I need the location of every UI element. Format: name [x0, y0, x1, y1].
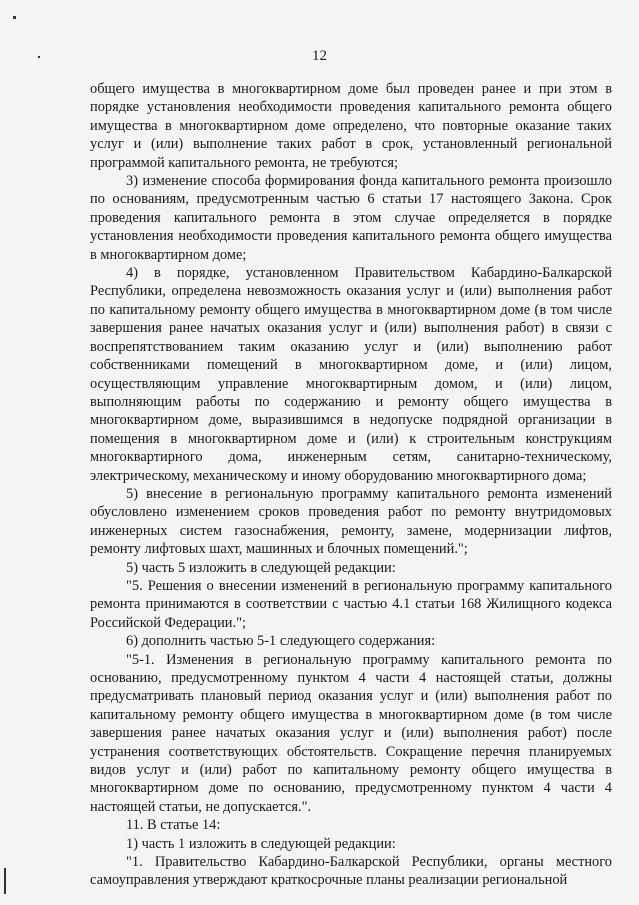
- paragraph: "5-1. Изменения в региональную программу капитального ремонта по основанию, предусмотренному пунктом 4 части 4 настоящей статьи, должны предусматривать плановый период оказания услуг и (или) выполнения работ по капитальному ремонту общего имущества в многоквартирном доме (в том числе завершения ранее начатых оказания услуг и (или) выполнения работ) после устранения соответствующих обстоятельств. Сокращение перечня планируемых видов услуг и (или) работ по капитальному ремонту общего имущества в многоквартирном доме по основанию, предусмотренному пунктом 4 части 4 настоящей статьи, не допускается.".: [90, 651, 612, 815]
- paragraph: 1) часть 1 изложить в следующей редакции:: [126, 835, 396, 852]
- paragraph: 5) внесение в региональную программу капитального ремонта изменений обусловлено изменением сроков проведения работ по ремонту внутридомовых инженерных систем газоснабжения, ремонту, замене, модернизации лифтов, ремонту лифтовых шахт, машинных и блочных помещений.";: [90, 485, 612, 558]
- page-number: 12: [312, 48, 327, 64]
- paragraph: 3) изменение способа формирования фонда капитального ремонта произошло по основаниям, предусмотренным частью 6 статьи 17 настоящего Закона. Срок проведения капитального ремонта в этом случае определяется в порядке установления необходимости проведения капитального ремонта общего имущества в многоквартирном доме;: [90, 173, 612, 263]
- paragraph: "5. Решения о внесении изменений в региональную программу капитального ремонта принимаются в соответствии с частью 4.1 статьи 168 Жилищного кодекса Российской Федерации.";: [90, 577, 612, 631]
- document-body: [90, 80, 612, 890]
- paragraph: 4) в порядке, установленном Правительством Кабардино-Балкарской Республики, определена невозможность оказания услуг и (или) выполнения работ по капитальному ремонту общего имущества в многоквартирном доме (в том числе завершения ранее начатых оказания услуг и (или) выполнения работ) в связи с воспрепятствованием таким оказанию услуг и (или) выполнению работ собственниками помещений в многоквартирном доме, и (или) лицом, осуществляющим управление многоквартирным домом, и (или) лицом, выполняющим работы по содержанию и ремонту общего имущества в многоквартирном доме, выразившимся в недопуске подрядной организации в помещения в многоквартирном доме и (или) к строительным конструкциям многоквартирного дома, инженерным сетям, санитарно-техническому, электрическому, механическому и иному оборудованию многоквартирного дома;: [90, 265, 612, 484]
- scan-mark-bottom-left: [4, 868, 6, 894]
- paragraph: 11. В статье 14:: [126, 817, 221, 834]
- scan-mark-top-left: [13, 16, 16, 19]
- paragraph: "1. Правительство Кабардино-Балкарской Республики, органы местного самоуправления утверждают краткосрочные планы реализации региональной: [90, 854, 612, 889]
- paragraph: 5) часть 5 изложить в следующей редакции:: [126, 559, 396, 576]
- paragraph: 6) дополнить частью 5-1 следующего содержания:: [126, 633, 436, 650]
- paragraph: общего имущества в многоквартирном доме был проведен ранее и при этом в порядке установления необходимости проведения капитального ремонта общего имущества в многоквартирном доме определено, что повторные оказание таких услуг и (или) выполнение таких работ в срок, установленный региональной программой капитального ремонта, не требуются;: [90, 81, 612, 171]
